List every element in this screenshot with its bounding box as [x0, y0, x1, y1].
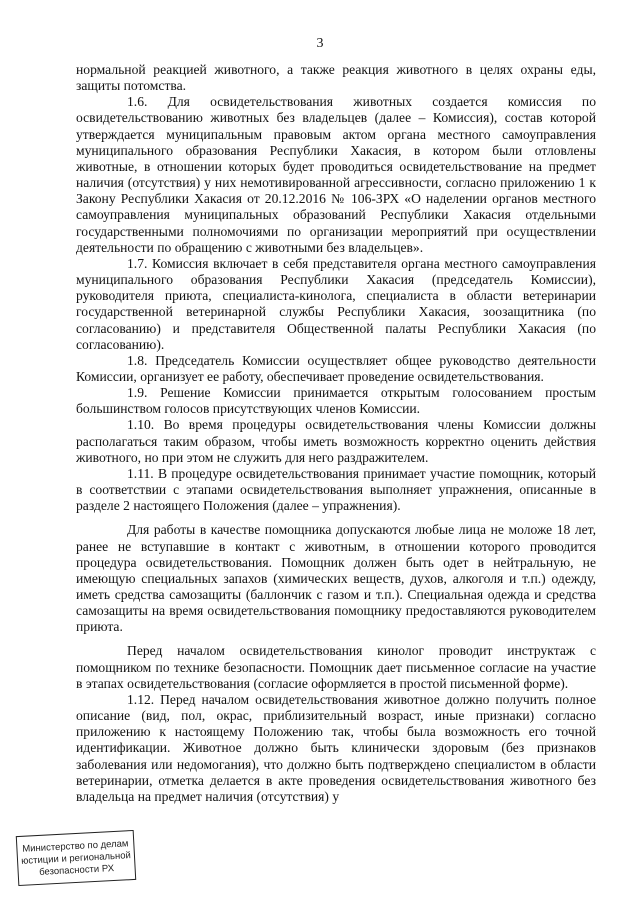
paragraph-1-7: 1.7. Комиссия включает в себя представителя органа местного самоуправления муниципального образования Республики Хакасия (председатель Комиссии), руководителя приюта, специалиста-кинолога, специалиста в области ветеринарии государственной ветеринарной службы Республики Хакасия, зоозащитника (по согласованию) и представителя Общественной палаты Республики Хакасия (по согласованию). — [76, 255, 596, 352]
paragraph-1-12: 1.12. Перед началом освидетельствования животное должно получить полное описание (вид, пол, окрас, приблизительный возраст, иные признаки) согласно приложению к настоящему Положению так, чтобы была возможность его точной идентификации. Животное должно быть клинически здоровым (без признаков заболевания или недомогания), что должно быть подтверждено специалистом в области ветеринарии, отметка делается в акте проведения освидетельствования животного без владельца на предмет наличия (отсутствия) у — [76, 691, 596, 804]
paragraph-1-11: 1.11. В процедуре освидетельствования принимает участие помощник, который в соответствии с этапами освидетельствования выполняет упражнения, описанные в разделе 2 настоящего Положения (далее – упражнения). — [76, 465, 596, 514]
page-number: 3 — [316, 36, 324, 51]
stamp-line-2: юстиции и региональной — [20, 850, 132, 867]
paragraph-1-8: 1.8. Председатель Комиссии осуществляет общее руководство деятельности Комиссии, организует ее работу, обеспечивает проведение освидетельствования. — [76, 352, 596, 384]
paragraph-1-10: 1.10. Во время процедуры освидетельствования члены Комиссии должны располагаться таким образом, чтобы иметь возможность корректно оценить действия животного, но при этом не служить для него раздражителем. — [76, 417, 596, 465]
ministry-stamp — [16, 830, 136, 886]
stamp-line-3: безопасности РХ — [38, 863, 115, 878]
stamp-line-1: Министерство по делам — [22, 838, 129, 855]
paragraph-1-6: 1.6. Для освидетельствования животных создается комиссия по освидетельствованию животных без владельцев (далее – Комиссия), состав которой утверждается муниципальным правовым актом органа местного самоуправления муниципального образования Республики Хакасия, в котором были отловлены животные, в отношении которых будет проводиться освидетельствование на предмет наличия (отсутствия) у них немотивированной агрессивности, согласно приложению 1 к Закону Республики Хакасия от 20.12.2016 № 106-ЗРХ «О наделении органов местного самоуправления муниципальных образований Республики Хакасия отдельными государственными полномочиями по организации мероприятий при осуществлении деятельности по обращению с животными без владельцев». — [76, 94, 596, 255]
paragraph-continuation: нормальной реакцией животного, а также реакция животного в целях охраны еды, защиты потомства. — [76, 62, 596, 94]
paragraph-safety-briefing: Перед началом освидетельствования кинолог проводит инструктаж с помощником по технике безопасности. Помощник дает письменное согласие на участие в этапах освидетельствования (согласие оформляется в простой письменной форме). — [76, 643, 596, 691]
document-body — [76, 62, 596, 805]
paragraph-1-9: 1.9. Решение Комиссии принимается открытым голосованием простым большинством голосов присутствующих членов Комиссии. — [76, 385, 596, 417]
paragraph-assistant-requirements: Для работы в качестве помощника допускаются любые лица не моложе 18 лет, ранее не вступавшие в контакт с животным, в отношении которого проводится процедура освидетельствования. Помощник должен быть одет в нейтральную, не имеющую специальных запахов (химических веществ, духов, алкоголя и т.п.) одежду, иметь средства самозащиты (баллончик с газом и т.п.). Специальная одежда и средства самозащиты на время освидетельствования помощнику предоставляются руководителем приюта. — [76, 522, 596, 635]
